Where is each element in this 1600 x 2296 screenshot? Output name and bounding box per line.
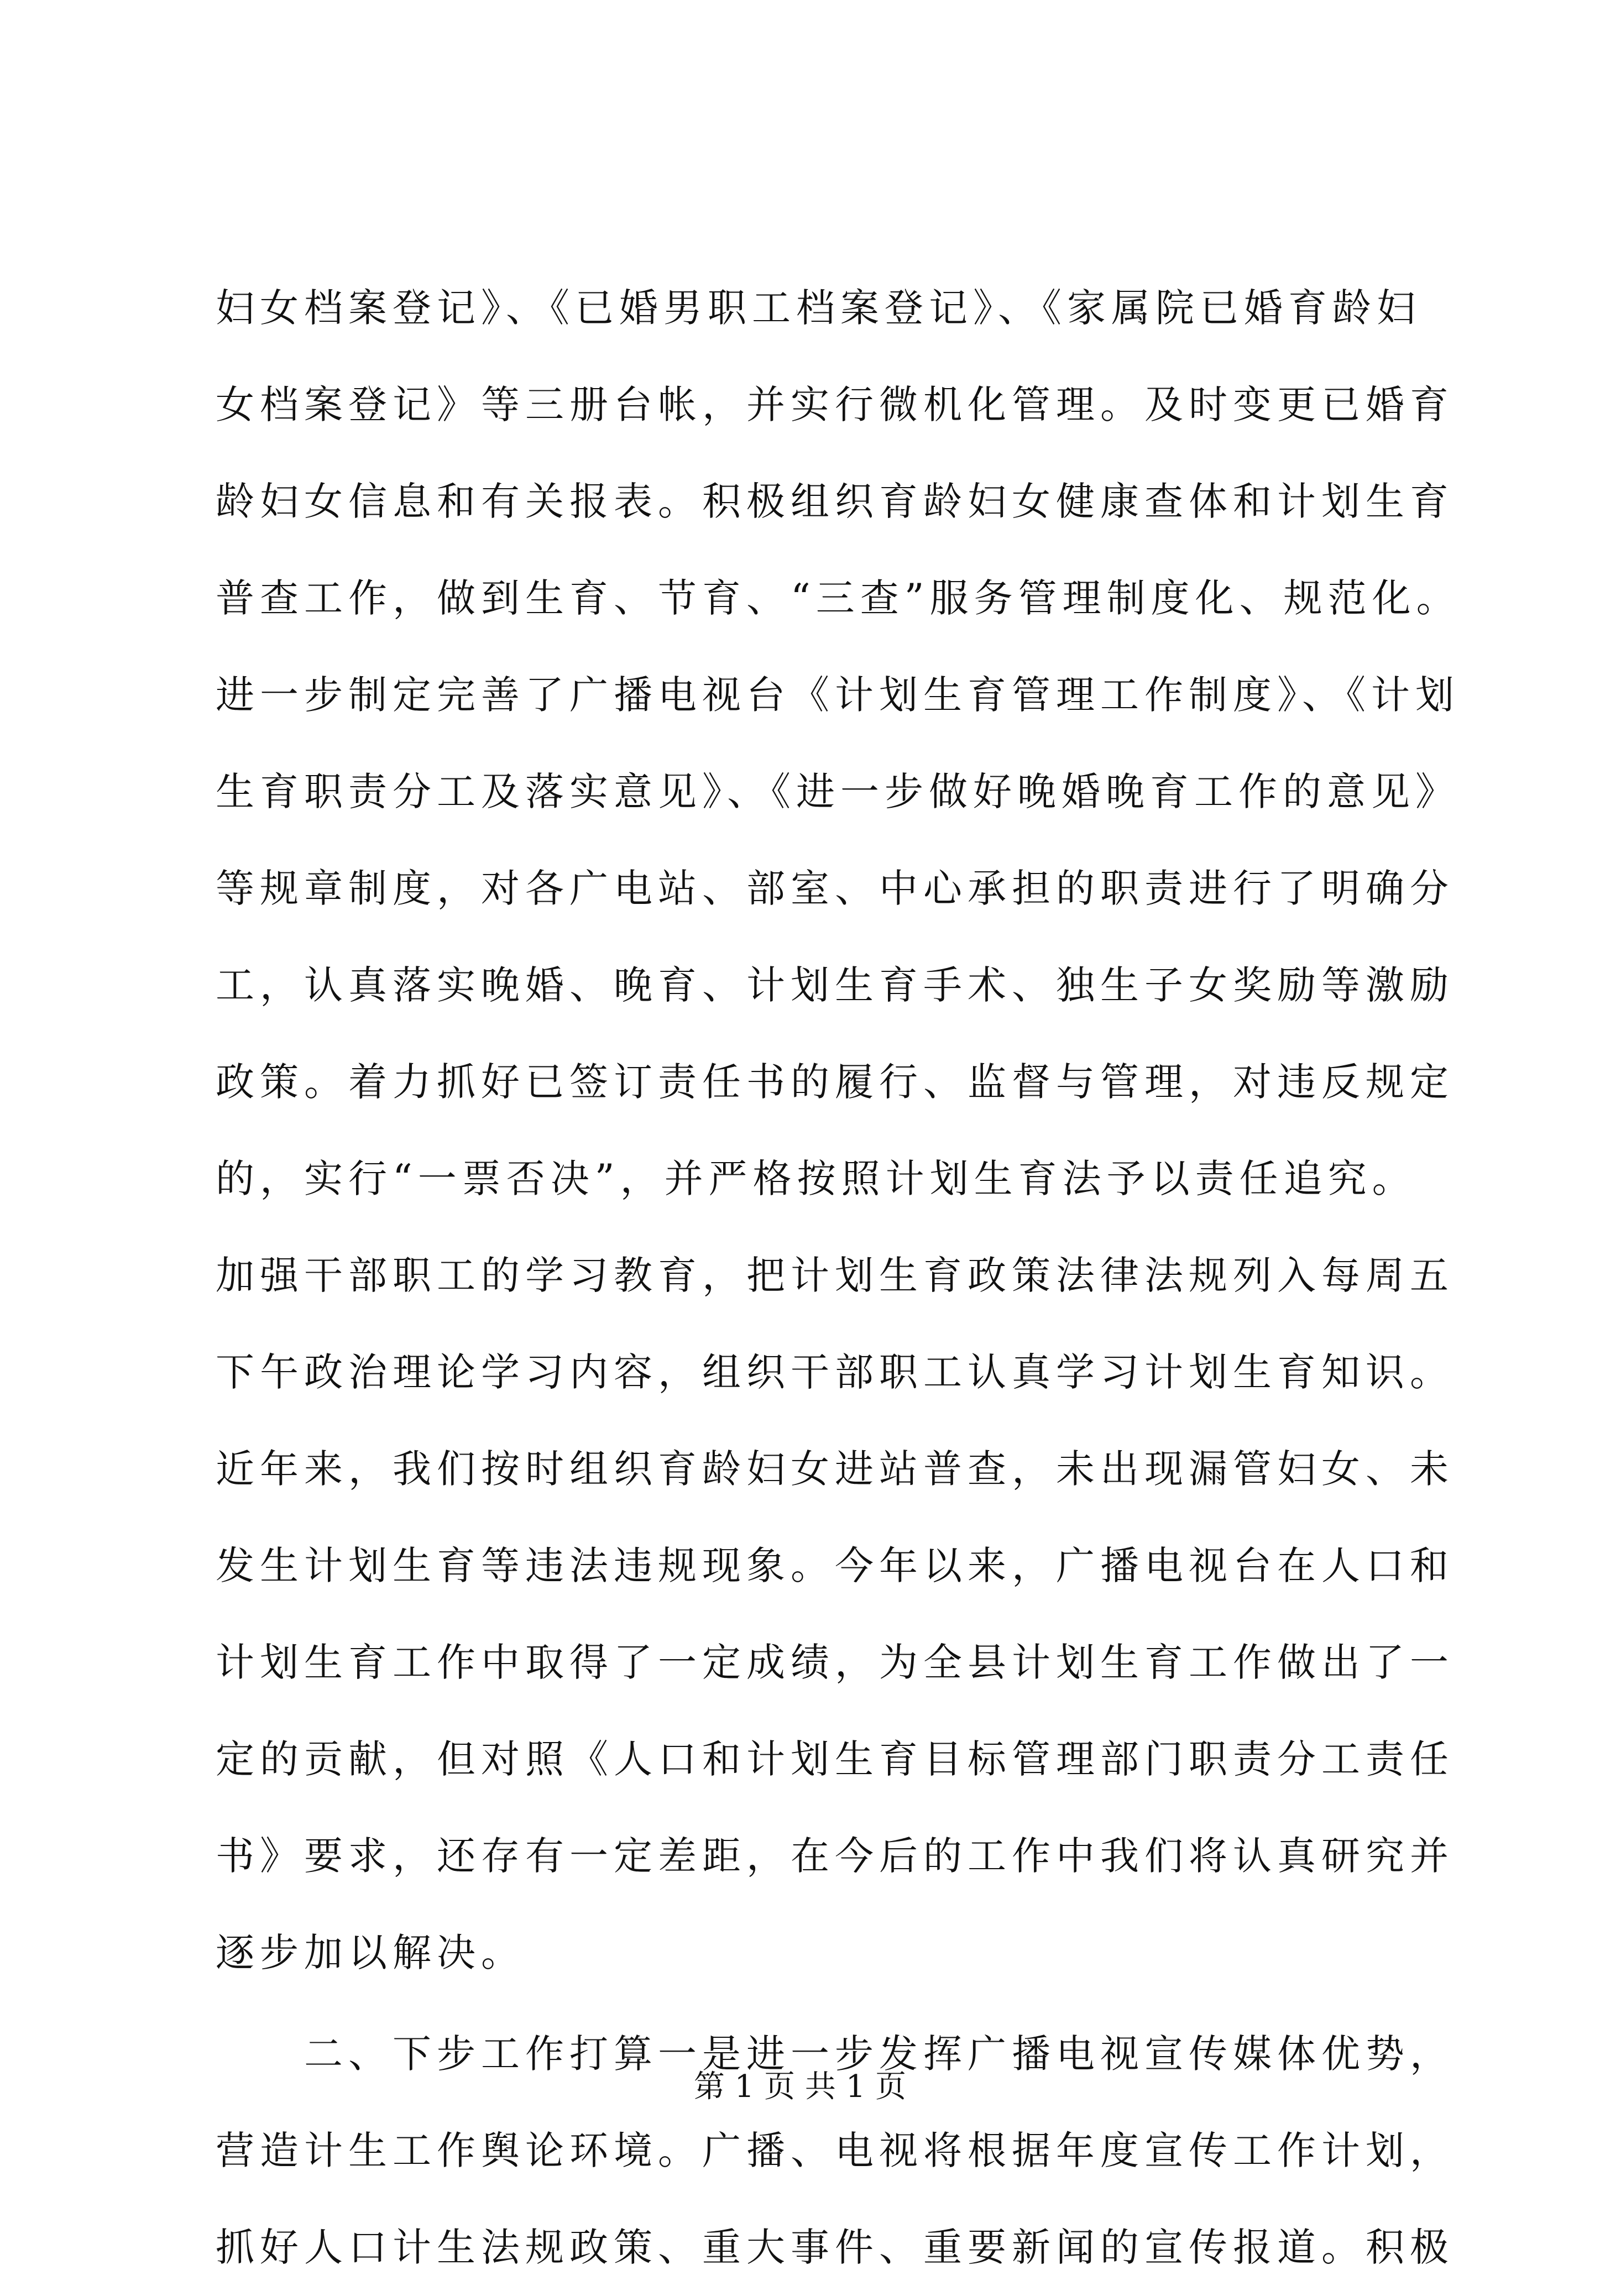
text-line: 工，认真落实晚婚、晚育、计划生育手术、独生子女奖励等激励 xyxy=(216,963,1454,1008)
text-line: 营造计生工作舆论环境。广播、电视将根据年度宣传工作计划， xyxy=(216,2128,1454,2173)
body-text xyxy=(216,260,1461,2296)
text-line: 下午政治理论学习内容，组织干部职工认真学习计划生育知识。 xyxy=(216,1350,1454,1395)
text-line: 逐步加以解决。 xyxy=(216,1930,525,1975)
text-line: 生育职责分工及落实意见》、《进一步做好晚婚晚育工作的意见》 xyxy=(216,769,1460,814)
text-line: 的，实行“一票否决”，并严格按照计划生育法予以责任追究。 xyxy=(216,1156,1416,1201)
text-line: 近年来，我们按时组织育龄妇女进站普查，未出现漏管妇女、未 xyxy=(216,1446,1454,1492)
paragraph-1 xyxy=(216,260,1461,2001)
text-line: 龄妇女信息和有关报表。积极组织育龄妇女健康查体和计划生育 xyxy=(216,479,1454,524)
text-line: 普查工作，做到生育、节育、“三查”服务管理制度化、规范化。 xyxy=(216,576,1461,621)
text-line: 定的贡献，但对照《人口和计划生育目标管理部门职责分工责任 xyxy=(216,1737,1454,1782)
paragraph-gap xyxy=(216,2001,1399,2006)
text-line: 二、下步工作打算一是进一步发挥广播电视宣传媒体优势， xyxy=(304,2031,1454,2077)
page-footer: 第 1 页 共 1 页 xyxy=(693,2069,907,2105)
text-line: 计划生育工作中取得了一定成绩，为全县计划生育工作做出了一 xyxy=(216,1640,1454,1685)
text-line: 进一步制定完善了广播电视台《计划生育管理工作制度》、《计划 xyxy=(216,672,1460,718)
text-line: 抓好人口计生法规政策、重大事件、重要新闻的宣传报道。积极 xyxy=(216,2225,1454,2270)
text-line: 书》要求，还存有一定差距，在今后的工作中我们将认真研究并 xyxy=(216,1833,1454,1879)
text-line: 发生计划生育等违法违规现象。今年以来，广播电视台在人口和 xyxy=(216,1543,1454,1588)
text-line: 等规章制度，对各广电站、部室、中心承担的职责进行了明确分 xyxy=(216,866,1454,911)
text-line: 女档案登记》等三册台帐，并实行微机化管理。及时变更已婚育 xyxy=(216,382,1454,427)
paragraph-2 xyxy=(216,2006,1454,2296)
text-line: 加强干部职工的学习教育，把计划生育政策法律法规列入每周五 xyxy=(216,1253,1454,1298)
text-line: 妇女档案登记》、《已婚男职工档案登记》、《家属院已婚育龄妇 xyxy=(216,285,1421,331)
text-line: 政策。着力抓好已签订责任书的履行、监督与管理，对违反规定 xyxy=(216,1059,1454,1105)
